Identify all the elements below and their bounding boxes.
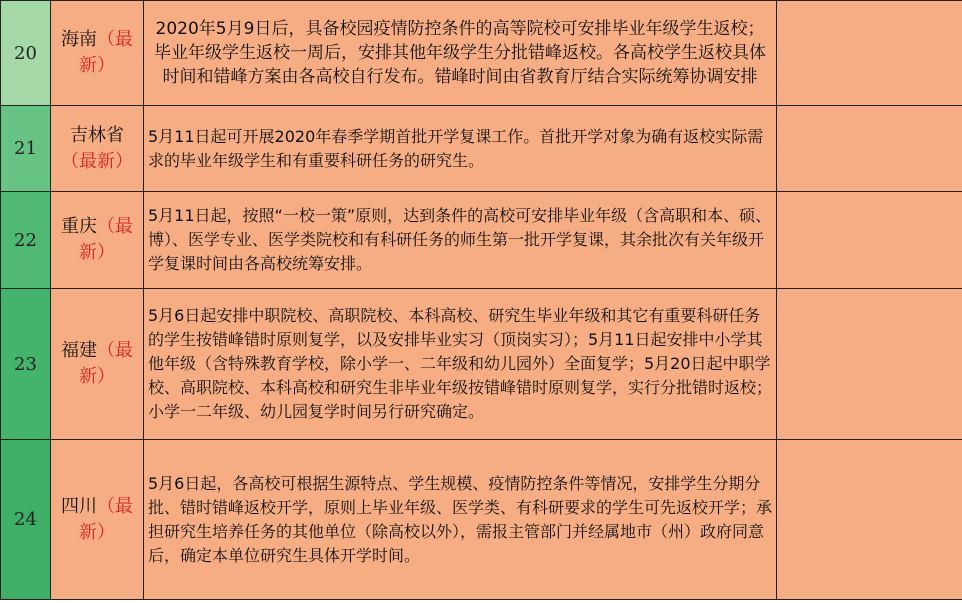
latest-tag: （最新） bbox=[79, 340, 133, 387]
latest-tag: （最新） bbox=[79, 29, 133, 76]
province-name: 四川 bbox=[61, 495, 97, 517]
province-name: 福建 bbox=[61, 340, 97, 361]
row-number: 21 bbox=[1, 106, 51, 192]
table-row bbox=[1, 440, 962, 600]
province-name: 吉林省 bbox=[70, 124, 124, 146]
row-number: 23 bbox=[1, 289, 51, 440]
latest-tag: （最新） bbox=[79, 216, 133, 263]
policy-description: 2020年5月9日后，具备校园疫情防控条件的高等院校可安排毕业年级学生返校；毕业年级学生返校一周后，安排其他年级学生分批错峰返校。各高校学生返校具体时间和错峰方案由各高校自行发布。错峰时间由省教育厅结合实际统筹协调安排 bbox=[144, 1, 777, 106]
empty-cell bbox=[777, 289, 962, 440]
province-cell bbox=[51, 1, 144, 106]
empty-cell bbox=[777, 192, 962, 289]
empty-cell bbox=[777, 1, 962, 106]
province-cell bbox=[51, 106, 144, 192]
province-name: 重庆 bbox=[61, 216, 97, 237]
row-number: 22 bbox=[1, 192, 51, 289]
province-cell bbox=[51, 440, 144, 600]
table-row bbox=[1, 289, 962, 440]
row-number: 24 bbox=[1, 440, 51, 600]
empty-cell bbox=[777, 106, 962, 192]
policy-description: 5月6日起，各高校可根据生源特点、学生规模、疫情防控条件等情况，安排学生分期分批、错时错峰返校开学，原则上毕业年级、医学类、有科研要求的学生可先返校开学；承担研究生培养任务的其他单位（除高校以外），需报主管部门并经属地市（州）政府同意后，确定本单位研究生具体开学时间。 bbox=[144, 440, 777, 600]
table-row bbox=[1, 106, 962, 192]
province-cell bbox=[51, 192, 144, 289]
policy-description: 5月11日起，按照“一校一策”原则，达到条件的高校可安排毕业年级（含高职和本、硕、博）、医学专业、医学类院校和有科研任务的师生第一批开学复课，其余批次有关年级开学复课时间由各高校统筹安排。 bbox=[144, 192, 777, 289]
province-name: 海南 bbox=[61, 29, 97, 50]
province-cell bbox=[51, 289, 144, 440]
latest-tag: （最新） bbox=[79, 495, 133, 543]
row-number: 20 bbox=[1, 1, 51, 106]
table-row bbox=[1, 192, 962, 289]
latest-tag: （最新） bbox=[61, 150, 133, 172]
policy-description: 5月11日起可开展2020年春季学期首批开学复课工作。首批开学对象为确有返校实际需求的毕业年级学生和有重要科研任务的研究生。 bbox=[144, 106, 777, 192]
policy-description: 5月6日起安排中职院校、高职院校、本科高校、研究生毕业年级和其它有重要科研任务的学生按错峰错时原则复学，以及安排毕业实习（顶岗实习）；5月11日起安排中小学其他年级（含特殊教育学校，除小学一、二年级和幼儿园外）全面复学；5月20日起中职学校、高职院校、本科高校和研究生非毕业年级按错峰错时原则复学，实行分批错时返校；小学一二年级、幼儿园复学时间另行研究确定。 bbox=[144, 289, 777, 440]
table-row bbox=[1, 1, 962, 106]
empty-cell bbox=[777, 440, 962, 600]
